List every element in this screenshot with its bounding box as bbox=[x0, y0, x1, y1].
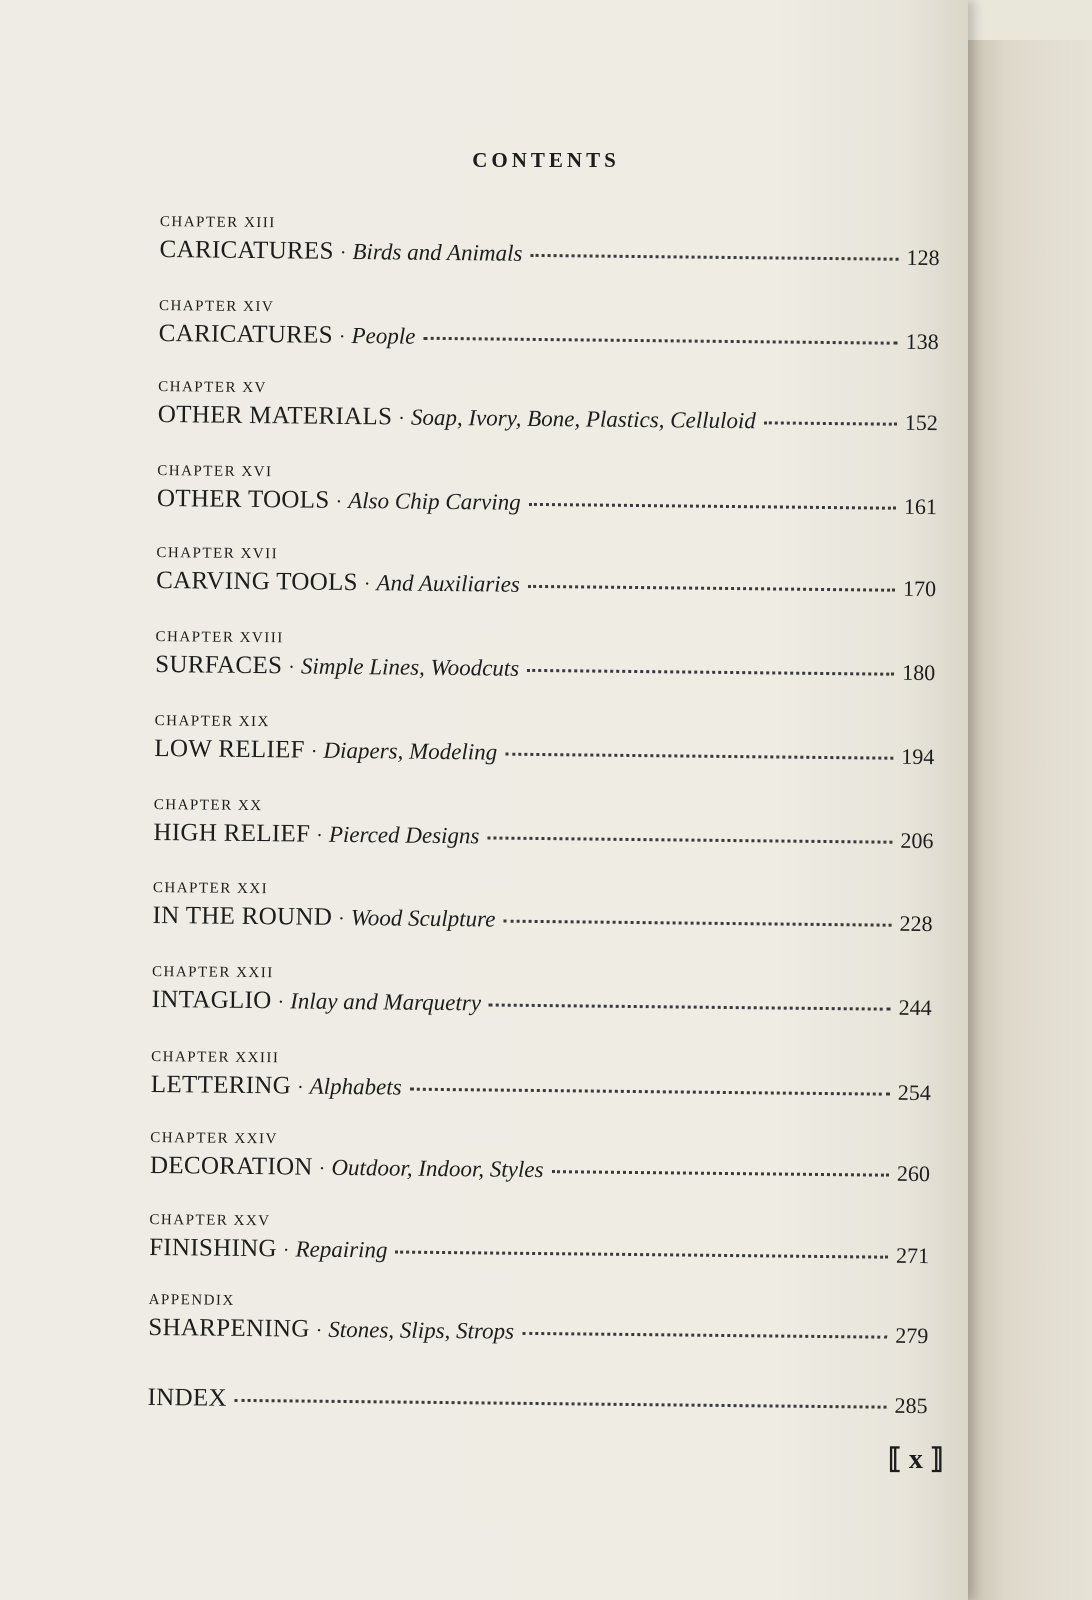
chapter-title: DECORATION bbox=[149, 1151, 313, 1181]
page-number: 279 bbox=[895, 1322, 929, 1349]
chapter-label: CHAPTER XXIV bbox=[150, 1129, 278, 1148]
dot-leader bbox=[764, 421, 897, 425]
chapter-label: CHAPTER XXIII bbox=[151, 1048, 280, 1067]
dot-leader bbox=[528, 585, 895, 592]
dot-leader bbox=[522, 1332, 887, 1339]
dot-leader bbox=[529, 503, 896, 510]
toc-entry-index bbox=[147, 1380, 927, 1422]
chapter-title: SURFACES bbox=[155, 650, 283, 680]
page-number: 180 bbox=[902, 659, 936, 686]
toc-entry bbox=[152, 878, 933, 941]
dot-leader bbox=[423, 337, 897, 345]
chapter-subtitle: Alphabets bbox=[309, 1073, 402, 1100]
separator-dot: · bbox=[282, 1239, 290, 1262]
dot-leader bbox=[503, 920, 891, 927]
dot-leader bbox=[530, 254, 898, 261]
page-number: 260 bbox=[896, 1160, 931, 1187]
chapter-title: INTAGLIO bbox=[151, 985, 272, 1015]
chapter-label: CHAPTER XVII bbox=[156, 544, 279, 563]
chapter-title: OTHER MATERIALS bbox=[157, 400, 393, 431]
chapter-label: CHAPTER XXV bbox=[149, 1211, 271, 1230]
chapter-title: LOW RELIEF bbox=[154, 734, 305, 764]
chapter-title: SHARPENING bbox=[148, 1313, 310, 1343]
toc-entry bbox=[159, 212, 940, 275]
page-number: 161 bbox=[903, 493, 938, 520]
separator-dot: · bbox=[363, 573, 371, 596]
chapter-label: CHAPTER XIII bbox=[159, 213, 276, 232]
chapter-title: IN THE ROUND bbox=[152, 901, 333, 931]
chapter-label: CHAPTER XVIII bbox=[155, 628, 284, 647]
chapter-title: HIGH RELIEF bbox=[153, 818, 311, 848]
separator-dot: · bbox=[310, 740, 318, 763]
chapter-label: CHAPTER XVI bbox=[157, 462, 273, 481]
chapter-subtitle: Repairing bbox=[295, 1236, 388, 1263]
separator-dot: · bbox=[335, 490, 343, 513]
separator-dot: · bbox=[338, 325, 346, 348]
chapter-title: CARICATURES bbox=[159, 235, 334, 265]
toc-entry bbox=[158, 377, 939, 440]
separator-dot: · bbox=[338, 907, 345, 930]
table-of-contents bbox=[147, 212, 940, 1419]
page-number: 152 bbox=[904, 409, 938, 436]
toc-entry bbox=[150, 1128, 931, 1191]
chapter-title: CARICATURES bbox=[158, 319, 334, 349]
page-number: 271 bbox=[895, 1242, 930, 1269]
chapter-label: CHAPTER XIX bbox=[154, 712, 271, 731]
page-number: 244 bbox=[898, 994, 932, 1021]
chapter-label: CHAPTER XXII bbox=[151, 963, 274, 982]
separator-dot: · bbox=[339, 241, 347, 264]
chapter-title: LETTERING bbox=[150, 1070, 292, 1100]
chapter-subtitle: Simple Lines, Woodcuts bbox=[300, 653, 520, 681]
chapter-title: FINISHING bbox=[149, 1233, 277, 1263]
appendix-label: APPENDIX bbox=[148, 1291, 235, 1309]
toc-entry bbox=[155, 627, 936, 690]
page-number: 206 bbox=[900, 827, 934, 854]
chapter-subtitle: Soap, Ivory, Bone, Plastics, Celluloid bbox=[410, 404, 756, 434]
chapter-subtitle: Outdoor, Indoor, Styles bbox=[331, 1154, 544, 1183]
toc-entry bbox=[149, 1210, 930, 1273]
dot-leader bbox=[395, 1251, 888, 1259]
dot-leader bbox=[527, 669, 894, 676]
index-title: INDEX bbox=[147, 1383, 227, 1412]
page-number: 170 bbox=[902, 575, 937, 602]
contents-heading: CONTENTS bbox=[472, 148, 620, 172]
dot-leader bbox=[487, 836, 892, 843]
separator-dot: · bbox=[318, 1157, 326, 1180]
page-number: 285 bbox=[894, 1392, 928, 1419]
chapter-subtitle: Wood Sculpture bbox=[350, 905, 496, 932]
separator-dot: · bbox=[316, 824, 324, 847]
toc-entry bbox=[157, 461, 938, 524]
page-number: 128 bbox=[906, 244, 940, 271]
toc-entry bbox=[152, 962, 933, 1025]
chapter-subtitle: And Auxiliaries bbox=[376, 570, 520, 597]
chapter-subtitle: Pierced Designs bbox=[328, 821, 480, 849]
chapter-subtitle: Also Chip Carving bbox=[348, 487, 521, 515]
dot-leader bbox=[410, 1088, 890, 1096]
page-number: 254 bbox=[897, 1079, 931, 1106]
chapter-label: CHAPTER XV bbox=[158, 378, 268, 397]
dot-leader bbox=[489, 1003, 891, 1010]
toc-entry bbox=[154, 711, 935, 774]
toc-entry bbox=[153, 795, 934, 858]
toc-entry bbox=[156, 543, 937, 606]
chapter-subtitle: Diapers, Modeling bbox=[323, 737, 498, 765]
chapter-label: CHAPTER XIV bbox=[158, 297, 275, 316]
page-folio: ⟦ x ⟧ bbox=[888, 1444, 944, 1475]
chapter-label: CHAPTER XX bbox=[153, 796, 263, 815]
next-page-edge bbox=[968, 40, 1092, 1600]
separator-dot: · bbox=[296, 1076, 304, 1099]
chapter-title: CARVING TOOLS bbox=[155, 566, 358, 597]
chapter-subtitle: Inlay and Marquetry bbox=[290, 988, 482, 1016]
dot-leader bbox=[505, 753, 893, 760]
dot-leader bbox=[235, 1399, 887, 1409]
chapter-title: OTHER TOOLS bbox=[156, 484, 330, 514]
toc-entry bbox=[151, 1047, 932, 1110]
separator-dot: · bbox=[398, 407, 405, 430]
chapter-label: CHAPTER XXI bbox=[152, 879, 269, 898]
chapter-subtitle: Birds and Animals bbox=[352, 239, 523, 266]
chapter-subtitle: Stones, Slips, Strops bbox=[328, 1316, 515, 1344]
dot-leader bbox=[551, 1170, 888, 1177]
chapter-subtitle: People bbox=[351, 323, 416, 349]
toc-entry bbox=[159, 296, 940, 359]
page-number: 228 bbox=[899, 910, 933, 937]
page-number: 194 bbox=[901, 743, 935, 770]
separator-dot: · bbox=[315, 1319, 323, 1342]
page-number: 138 bbox=[905, 328, 939, 355]
toc-entry-appendix bbox=[148, 1290, 929, 1353]
separator-dot: · bbox=[277, 991, 285, 1014]
separator-dot: · bbox=[288, 656, 296, 679]
